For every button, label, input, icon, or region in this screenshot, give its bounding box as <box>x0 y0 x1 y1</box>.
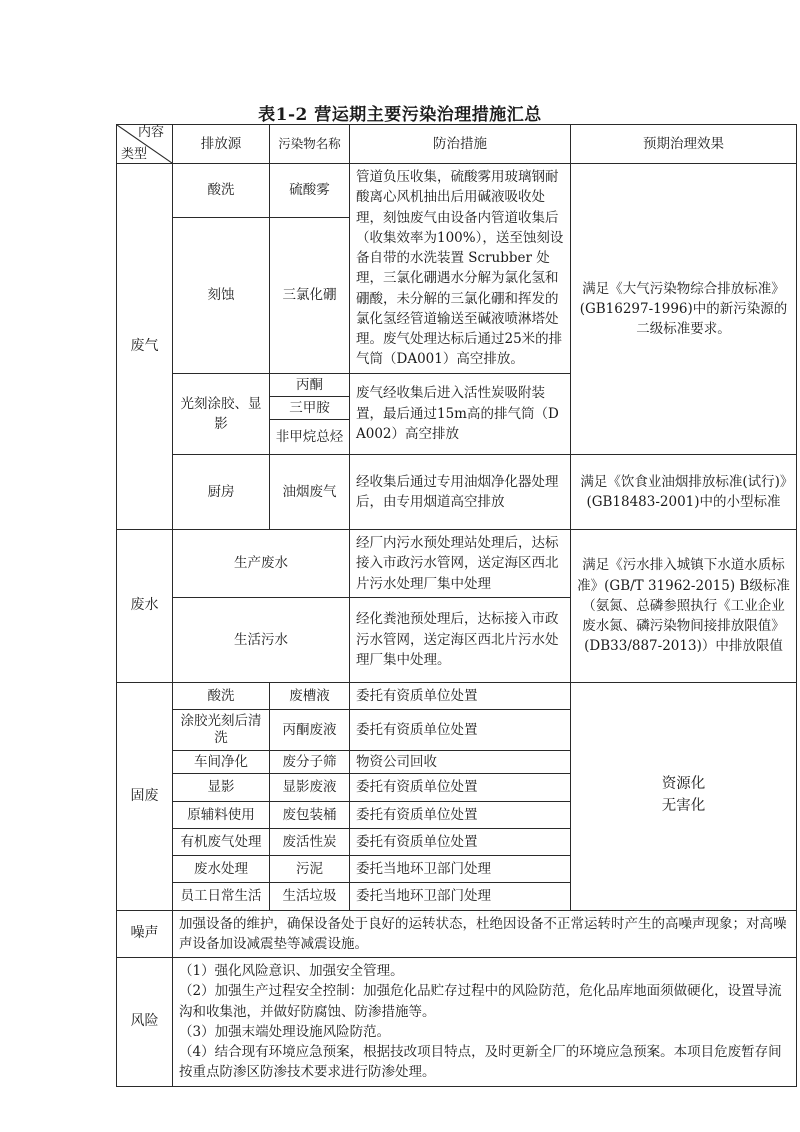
risk-item: （3）加强末端处理设施风险防范。 <box>179 1023 391 1040</box>
category-waste-gas: 废气 <box>117 164 173 530</box>
header-row <box>117 125 797 164</box>
header-source: 排放源 <box>173 125 270 164</box>
pollutant-cell: 硫酸雾 <box>270 164 350 218</box>
header-effect: 预期治理效果 <box>571 125 797 164</box>
pollutant-cell: 三氯化硼 <box>270 217 350 373</box>
measure-cell: 废气经收集后进入活性炭吸附装置，最后通过15m高的排气筒（DA002）高空排放 <box>350 373 571 455</box>
pollutant-cell: 油烟废气 <box>270 455 350 530</box>
pollutant-cell: 废活性炭 <box>270 828 350 855</box>
table-row <box>117 164 797 218</box>
measure-cell: 物资公司回收 <box>350 751 571 774</box>
noise-text: 加强设备的维护，确保设备处于良好的运转状态，杜绝因设备不正常运转时产生的高噪声现象；对高噪声设备加设减震垫等减震设施。 <box>173 910 797 958</box>
risk-item: （2）加强生产过程安全控制：加强危化品贮存过程中的风险防范，危化品库地面须做硬化，设置导流沟和收集池，并做好防腐蚀、防渗措施等。 <box>179 983 782 1020</box>
measure-cell: 委托有资质单位处置 <box>350 774 571 801</box>
source-cell: 员工日常生活 <box>173 883 270 910</box>
source-cell: 废水处理 <box>173 856 270 883</box>
category-solid-waste: 固废 <box>117 682 173 910</box>
measure-cell: 委托有资质单位处置 <box>350 682 571 709</box>
source-cell: 厨房 <box>173 455 270 530</box>
measure-cell: 经厂内污水预处理站处理后，达标接入市政污水管网，送定海区西北片污水处理厂集中处理 <box>350 530 571 598</box>
measure-cell: 委托有资质单位处置 <box>350 801 571 828</box>
measure-cell: 委托有资质单位处置 <box>350 828 571 855</box>
source-cell: 有机废气处理 <box>173 828 270 855</box>
table-row <box>117 530 797 598</box>
pollutant-cell: 废包装桶 <box>270 801 350 828</box>
category-waste-water: 废水 <box>117 530 173 683</box>
pollution-measures-table <box>116 124 797 1087</box>
source-cell: 刻蚀 <box>173 217 270 373</box>
effect-line: 无害化 <box>661 798 706 815</box>
source-cell: 涂胶光刻后清洗 <box>173 710 270 751</box>
risk-item: （4）结合现有环境应急预案，根据技改项目特点，及时更新全厂的环境应急预案。本项目危废暂存间按重点防渗区防渗技术要求进行防渗处理。 <box>179 1044 782 1081</box>
pollutant-cell: 丙酮 <box>270 373 350 396</box>
source-cell: 光刻涂胶、显影 <box>173 373 270 455</box>
effect-line: 资源化 <box>661 776 706 793</box>
source-cell: 生活污水 <box>173 597 350 682</box>
source-cell: 生产废水 <box>173 530 350 598</box>
measure-cell: 经化粪池预处理后，达标接入市政污水管网，送定海区西北片污水处理厂集中处理。 <box>350 597 571 682</box>
measure-cell: 委托有资质单位处置 <box>350 710 571 751</box>
risk-item: （1）强化风险意识、加强安全管理。 <box>179 963 404 979</box>
category-risk: 风险 <box>117 958 173 1087</box>
pollutant-cell: 废槽液 <box>270 682 350 709</box>
pollutant-cell: 非甲烷总烃 <box>270 420 350 455</box>
table-row <box>117 958 797 1087</box>
pollutant-cell: 废分子筛 <box>270 751 350 774</box>
measure-cell: 委托当地环卫部门处理 <box>350 856 571 883</box>
effect-cell <box>571 682 797 910</box>
pollutant-cell: 生活垃圾 <box>270 883 350 910</box>
corner-header-cell <box>117 125 173 164</box>
source-cell: 酸洗 <box>173 164 270 218</box>
source-cell: 车间净化 <box>173 751 270 774</box>
header-pollutant: 污染物名称 <box>270 125 350 164</box>
effect-cell: 满足《饮食业油烟排放标准(试行)》(GB18483-2001)中的小型标准 <box>571 455 797 530</box>
pollutant-cell: 污泥 <box>270 856 350 883</box>
category-noise: 噪声 <box>117 910 173 958</box>
source-cell: 酸洗 <box>173 682 270 709</box>
corner-top-label: 内容 <box>137 125 164 140</box>
pollutant-cell: 丙酮废液 <box>270 710 350 751</box>
measure-cell: 管道负压收集，硫酸雾用玻璃钢耐酸离心风机抽出后用碱液吸收处理，刻蚀废气由设备内管道收集后（收集效率为100%），送至蚀刻设备自带的水洗装置 Scrubber 处理，三氯化硼遇水分解为氯化氢和硼酸，未分解的三氯化硼和挥发的氯化氢经管道输送至碱液喷淋塔处理。废气处理达标后通过25米的排气筒（DA001）高空排放。 <box>350 164 571 374</box>
table-row <box>117 682 797 709</box>
table-row <box>117 455 797 530</box>
pollutant-cell: 三甲胺 <box>270 396 350 419</box>
risk-text <box>173 958 797 1087</box>
measure-cell: 经收集后通过专用油烟净化器处理后，由专用烟道高空排放 <box>350 455 571 530</box>
source-cell: 原辅料使用 <box>173 801 270 828</box>
pollutant-cell: 显影废液 <box>270 774 350 801</box>
corner-bottom-label: 类型 <box>121 147 148 162</box>
table-row <box>117 910 797 958</box>
measure-cell: 委托当地环卫部门处理 <box>350 883 571 910</box>
effect-cell: 满足《大气污染物综合排放标准》(GB16297-1996)中的新污染源的二级标准要求。 <box>571 164 797 455</box>
effect-cell: 满足《污水排入城镇下水道水质标准》(GB/T 31962-2015) B级标准（氨氮、总磷参照执行《工业企业废水氮、磷污染物间接排放限值》(DB33/887-2013)）中排放限值 <box>571 530 797 683</box>
header-measure: 防治措施 <box>350 125 571 164</box>
source-cell: 显影 <box>173 774 270 801</box>
table-title: 表1-2 营运期主要污染治理措施汇总 <box>258 105 542 125</box>
